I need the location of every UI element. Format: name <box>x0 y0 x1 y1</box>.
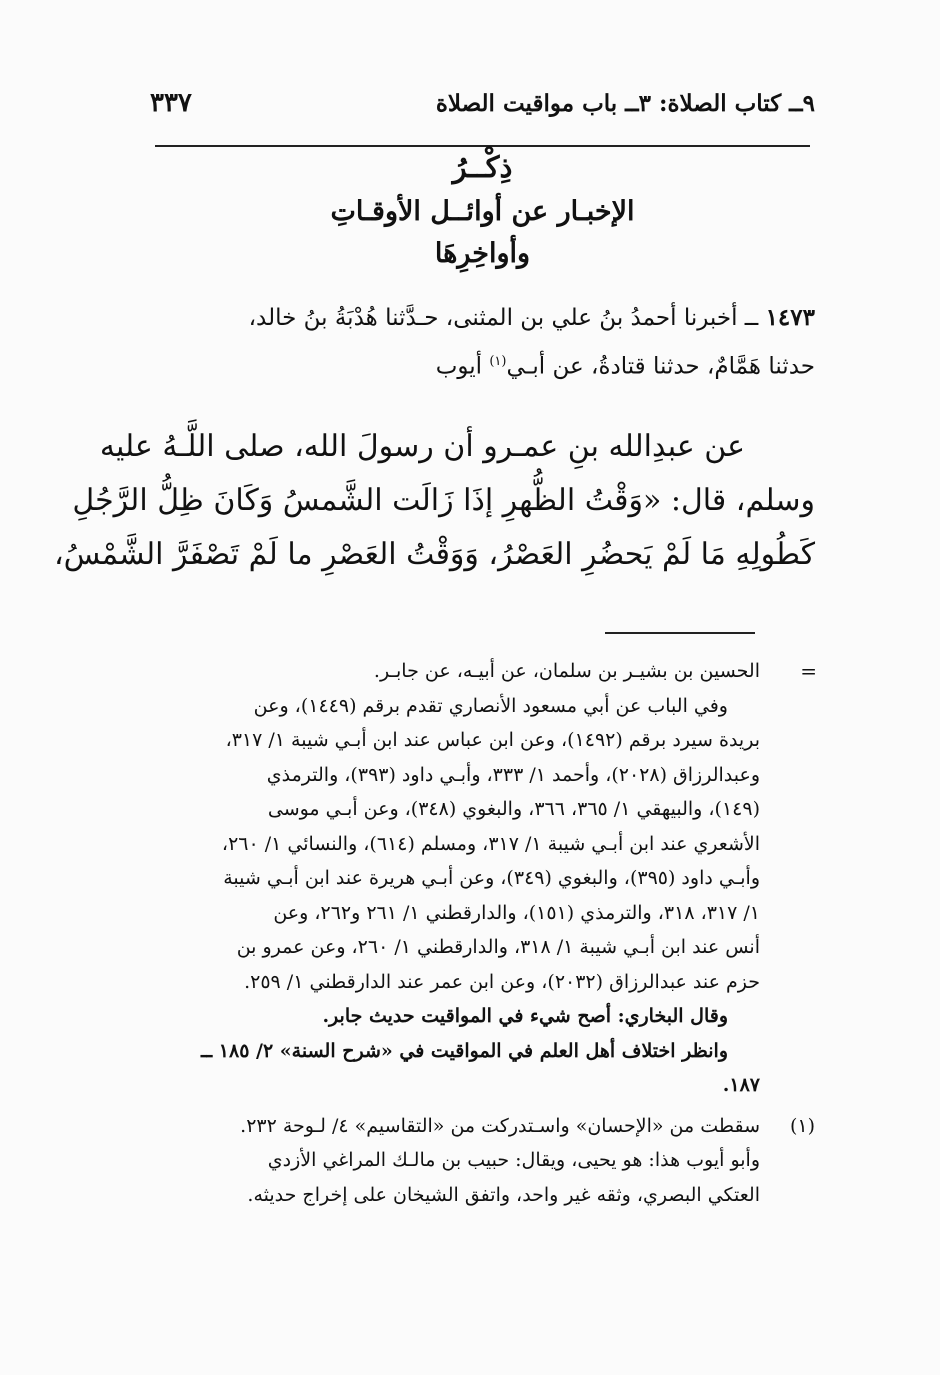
header-rule <box>155 145 810 147</box>
isnad-line-1 <box>150 296 815 340</box>
footnote-1-label: (١) <box>789 1114 815 1137</box>
hadith-number: ١٤٧٣ <box>765 304 815 331</box>
footnote-line: ١/ ٣١٧، ٣١٨، والترمذي (١٥١)، والدارقطني ١/ ٢٦١ و٢٦٢، وعن <box>273 901 760 924</box>
footnote-line: بريدة سيرد برقم (١٤٩٢)، وعن ابن عباس عند ابن أبـي شيبة ١/ ٣١٧، <box>225 729 760 751</box>
footnote-1-first <box>150 1109 815 1144</box>
hadith-matn <box>54 420 815 582</box>
isnad-text-2a: حدثنا هَمَّامٌ، حدثنا قتادةُ، عن أبـي <box>506 353 815 380</box>
footnote-line: وأبـي داود (٣٩٥)، والبغوي (٣٤٩)، وعن أبـي هريرة عند ابن أبـي شيبة <box>223 867 760 889</box>
chapter-label: ذِكْــرُ <box>452 150 513 184</box>
footnote-see-also: وانظر اختلاف أهل العلم في المواقيت في «شرح السنة» ٢/ ١٨٥ ــ <box>201 1039 728 1062</box>
page-header <box>150 86 815 130</box>
footnote-line: وعبدالرزاق (٢٠٢٨)، وأحمد ١/ ٣٣٣، وأبـي داود (٣٩٣)، والترمذي <box>266 763 760 786</box>
footnote-line: سقطت من «الإحسان» واسـتدركت من «التقاسيم» ٤/ لـوحة ٢٣٢. <box>240 1114 760 1137</box>
isnad-text-1: ــ أخبرنا أحمدُ بنُ علي بن المثنى، حـدَّثنا هُدْبَةُ بنُ خالد، <box>248 305 759 331</box>
chapter-title-line1: الإخبـار عن أوائــل الأوقـاتِ <box>330 196 635 227</box>
matn-line: كَطُولِهِ مَا لَمْ يَحضُرِ العَصْرُ، وَوَقْتُ العَصْرِ ما لَمْ تَصْفَرَّ الشَّمْسُ، <box>54 537 815 572</box>
footnote-bukhari: وقال البخاري: أصح شيء في المواقيت حديث جابر. <box>322 1005 728 1027</box>
running-title: ٩ــ كتاب الصلاة: ٣ــ باب مواقيت الصلاة <box>435 90 815 117</box>
footnote-1 <box>150 1109 815 1213</box>
footnote-line: حزم عند عبدالرزاق (٢٠٣٢)، وعن ابن عمر عند الدارقطني ١/ ٢٥٩. <box>244 970 760 993</box>
footnote-see-also-end: ١٨٧. <box>722 1074 760 1096</box>
page-number: ٣٣٧ <box>150 88 192 118</box>
footnote-line: الحسين بن بشيـر بن سلمان، عن أبيـه، عن جابـر. <box>373 660 760 682</box>
hadith-isnad <box>150 296 815 389</box>
footnote-line: وفي الباب عن أبي مسعود الأنصاري تقدم برقم (١٤٤٩)، وعن <box>253 694 728 717</box>
footnote-line: (١٤٩)، والبيهقي ١/ ٣٦٥، ٣٦٦، والبغوي (٣٤٨)، وعن أبـي موسى <box>267 798 760 820</box>
footnote-line: العتكي البصري، وثقه غير واحد، واتفق الشيخان على إخراج حديثه. <box>247 1183 760 1206</box>
matn-line: وسلم، قال: «وَقْتُ الظُّهرِ إذَا زَالَت الشَّمسُ وَكَانَ ظِلُّ الرَّجُلِ <box>72 483 815 518</box>
footnote-rule <box>605 632 755 634</box>
footnote-line: وأبو أيوب هذا: هو يحيى، ويقال: حبيب بن مالـك المراغي الأزدي <box>267 1149 760 1171</box>
isnad-line-2 <box>150 340 815 389</box>
continuation-mark: = <box>800 659 817 683</box>
footnote-line: أنس عند ابن أبـي شيبة ١/ ٣١٨، والدارقطني ١/ ٢٦٠، وعن عمرو بن <box>236 936 760 958</box>
footnote-reference: (١) <box>489 354 507 369</box>
footnote-continued <box>150 654 815 1103</box>
chapter-title-line2: وأواخِرِهَا <box>434 238 531 269</box>
footnotes <box>150 654 815 1212</box>
matn-line: عن عبدِالله بنِ عمـرو أن رسولَ الله، صلى اللَّـهُ عليه <box>99 429 745 464</box>
footnote-line: الأشعري عند ابن أبـي شيبة ١/ ٣١٧، ومسلم (٦١٤)، والنسائي ١/ ٢٦٠، <box>221 832 760 855</box>
isnad-text-2b: أيوب <box>435 353 490 380</box>
